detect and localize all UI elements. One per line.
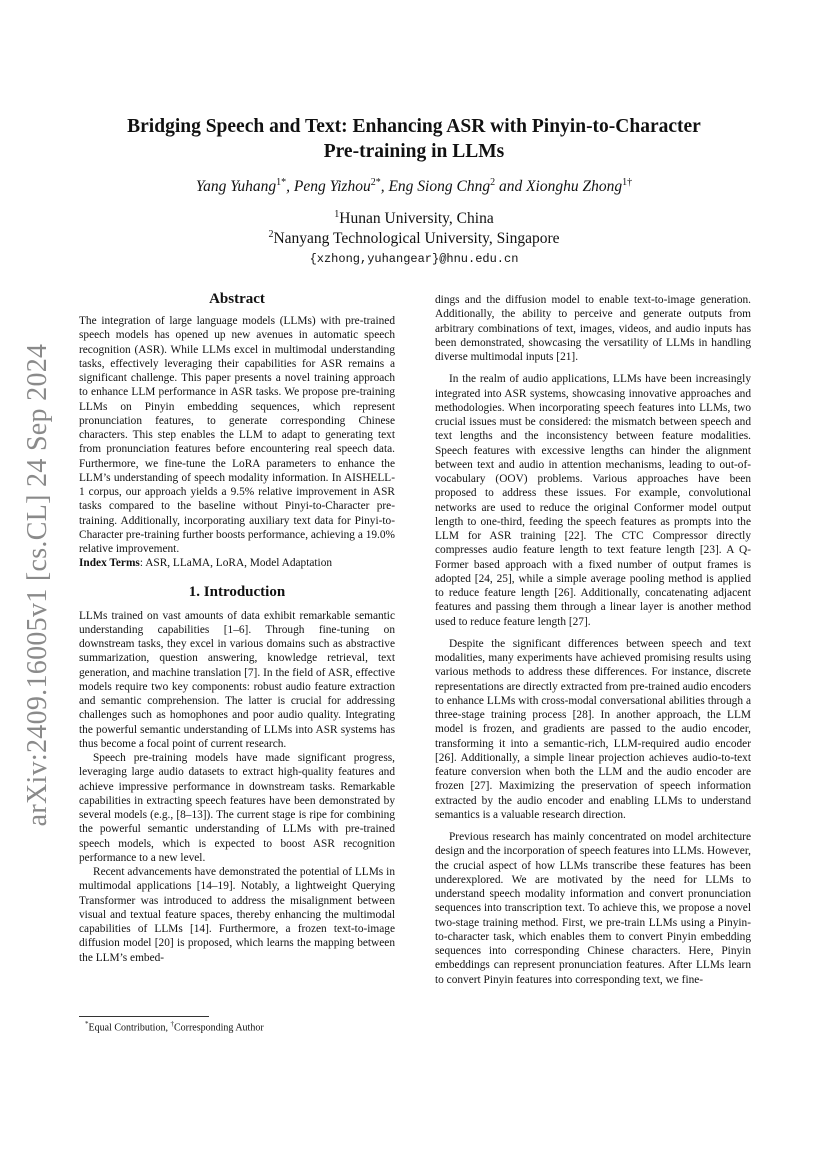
- affiliation-text: Nanyang Technological University, Singapore: [273, 230, 560, 248]
- index-terms-list: : ASR, LLaMA, LoRA, Model Adaptation: [139, 557, 333, 570]
- affiliation-mark: 2: [268, 229, 274, 240]
- author-name: Yang Yuhang: [195, 178, 277, 196]
- affiliation-1: [100, 209, 728, 228]
- intro-paragraph: LLMs trained on vast amounts of data exhibit remarkable semantic understanding capabilities [1–6]. Through fine-tuning on downstream tasks, they excel in various domains such as abstractive summarization, question answering, knowledge retrieval, text generation, and machine translation [7]. In the field of ASR, effective models require two key components: robust audio feature extraction and semantic comprehension. The latter is crucial for addressing challenges such as homophones and poor audio quality. Integrating the powerful semantic understanding of LLMs into ASR systems has thus become a focal point of current research.: [79, 609, 395, 750]
- footnote-text: Corresponding Author: [173, 1022, 264, 1034]
- right-column: [435, 293, 751, 987]
- arxiv-id: arXiv:2409.16005v1 [cs.CL] 24 Sep 2024: [22, 343, 53, 827]
- author-name: Eng Siong Chng: [388, 178, 491, 196]
- arxiv-identifier-sidebar: [0, 0, 70, 1171]
- abstract-text: The integration of large language models (LLMs) with pre-trained speech models has opened up new avenues in automatic speech recognition (ASR). While LLMs excel in multimodal understanding tasks, effectively leveraging their capabilities for ASR remains a significant challenge. This paper presents a novel training approach to enhance LLM performance in ASR tasks. We propose pre-training LLMs on Pinyin embedding sequences, which represent pronunciation features, to generate corresponding Chinese characters. This step enables the LLM to adapt to generating text from pronunciation features before encountering real speech data. Furthermore, we fine-tune the LoRA parameters to enhance the LLM’s understanding of speech modality information. In AISHELL-1 corpus, our approach yields a 9.5% relative improvement in ASR tasks compared to the baseline without Pinyi-to-Character pre-training. Additionally, incorporating auxiliary text data for Pinyi-to-Character pre-training further boosts performance, achieving a 19.0% relative improvement.: [79, 315, 395, 555]
- index-terms: [79, 556, 395, 570]
- author-mark: 1†: [622, 177, 633, 188]
- index-terms-label: Index Terms: [79, 557, 140, 570]
- body-paragraph: In the realm of audio applications, LLMs have been increasingly integrated into ASR systems, showcasing innovative approaches and methodologies. When incorporating speech features into LLMs, two crucial issues must be considered: the mismatch between speech and text lengths and the inconsistency between feature modalities. Speech features with excessive lengths can hinder the alignment between text and audio in attention mechanisms, leading to out-of-vocabulary (OOV) problems. Various approaches have been proposed to address these issues. For example, convolutional networks are used to reduce the original Conformer model output length to one-third, feeding the speech features as prompts into the LLM for ASR training [22]. The CTC Compressor directly compresses audio feature length to text feature length [23]. A Q-Former based approach with a fixed number of output frames is adopted [24, 25], while a simple average pooling method is applied to reduce feature length [26]. Additionally, concatenating adjacent features and passing them through a linear layer is another method used to reduce feature length [27].: [435, 373, 751, 628]
- author-name: Peng Yizhou: [293, 178, 371, 196]
- author-mark: 2: [490, 177, 496, 188]
- affiliation-text: Hunan University, China: [339, 210, 494, 228]
- left-column: [79, 290, 395, 965]
- footnote-mark: †: [170, 1020, 174, 1028]
- body-paragraph: dings and the diffusion model to enable text-to-image generation. Additionally, the ability to perceive and generate outputs from arbitrary combinations of text, images, videos, and audio inputs has been demonstrated, showcasing the versatility of LLMs in handling diverse multimodal inputs [21].: [435, 294, 751, 363]
- footnote-divider: [79, 1016, 209, 1017]
- intro-paragraph: Speech pre-training models have made significant progress, leveraging large audio datasets to extract high-quality features and achieve impressive performance in downstream tasks. Remarkable capabilities in extracting speech features have been demonstrated by several models (e.g., [8–13]). The current stage is ripe for combining the powerful semantic understanding of LLMs with pre-trained speech models, which is expected to boost ASR recognition performance to a new level.: [79, 752, 395, 864]
- introduction-heading: 1. Introduction: [188, 583, 286, 600]
- affiliation-2: [100, 229, 728, 248]
- author-mark: 1*: [276, 177, 287, 188]
- author-name: Xionghu Zhong: [526, 178, 623, 196]
- author-separator: ,: [380, 178, 389, 196]
- body-paragraph: Despite the significant differences between speech and text modalities, many experiments have achieved promising results using various methods to address these differences. For instance, discrete representations are directly extracted from pre-trained audio encoders to enhance LLMs with cross-modal conversational abilities through a three-stage training process [28]. In another approach, the LLM model is frozen, and gradients are passed to the audio encoder, transforming it into a semantic-rich, LLM-required audio encoder [26]. Additionally, a simple linear projection achieves audio-to-text feature conversion when both the LLM and the audio encoder are frozen [27]. Maximizing the preservation of speech information extracted by the audio encoder and enabling LLMs to understand semantics is a valuable research direction.: [435, 637, 751, 821]
- paper-title: [100, 114, 728, 164]
- author-separator: ,: [286, 178, 294, 196]
- author-separator: and: [495, 178, 527, 196]
- footnote-text: Equal Contribution,: [88, 1022, 171, 1034]
- footnote-mark: *: [85, 1020, 89, 1028]
- footnote: [85, 1020, 264, 1033]
- author-mark: 2*: [370, 177, 381, 188]
- body-paragraph: Previous research has mainly concentrated on model architecture design and the incorporation of speech features into LLMs. However, the crucial aspect of how LLMs transcribe these features has been underexplored. We are motivated by the need for LLMs to understand speech modality information and convert pronunciation sequences into transcription text. To achieve this, we propose a novel two-stage training method. First, we pre-train LLMs using a Pinyin-to-character task, which enables them to convert Pinyin embedding sequences into corresponding Chinese characters. Here, Pinyin embeddings can represent pronunciation features. After LLMs learn to convert Pinyin features into corresponding text, we fine-: [435, 831, 751, 986]
- affiliation-mark: 1: [334, 209, 340, 220]
- author-list: [100, 177, 728, 196]
- author-email: {xzhong,yuhangear}@hnu.edu.cn: [309, 252, 519, 266]
- title-line-1: Bridging Speech and Text: Enhancing ASR with Pinyin-to-Character: [127, 116, 701, 137]
- intro-paragraph: Recent advancements have demonstrated the potential of LLMs in multimodal applications [14–19]. Notably, a lightweight Querying Transformer was introduced to address the misalignment between visual and textual feature spaces, thereby enhancing the multimodal capabilities of LLMs [14]. Furthermore, a frozen text-to-image diffusion model [20] is proposed, which learns the mapping between the LLM’s embed-: [79, 866, 395, 964]
- title-line-2: Pre-training in LLMs: [323, 141, 505, 162]
- abstract-heading: Abstract: [209, 291, 265, 307]
